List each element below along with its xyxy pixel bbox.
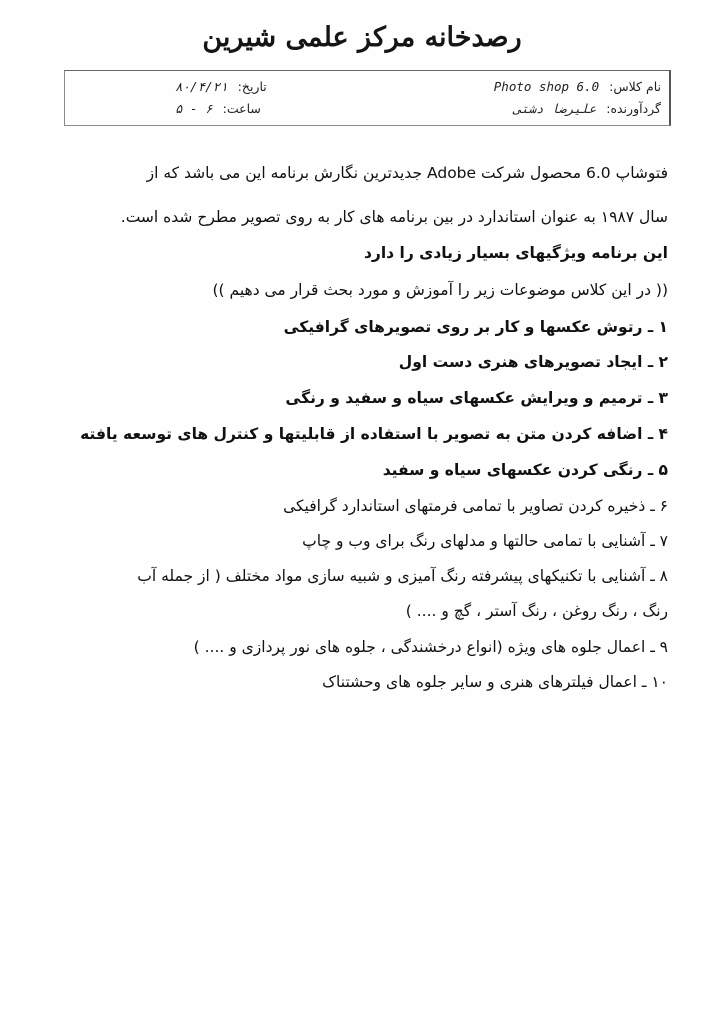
time-value: ۶ - ۵: [175, 101, 213, 116]
list-item: ۴ ـ اضافه کردن متن به تصویر با استفاده از قابلیتها و کنترل های توسعه یافته: [80, 425, 668, 443]
time-label: ساعت:: [222, 101, 261, 116]
list-item: ۳ ـ ترمیم و ویرایش عکسهای سیاه و سفید و رنگی: [285, 389, 668, 407]
list-item-continuation: رنگ ، رنگ روغن ، رنگ آستر ، گچ و .... ): [405, 602, 668, 620]
list-item: ۲ ـ ایجاد تصویرهای هنری دست اول: [398, 353, 668, 371]
info-box: [64, 70, 671, 126]
lecturer-field: [513, 101, 661, 123]
time-field: [175, 101, 261, 123]
list-item: ۵ ـ رنگی کردن عکسهای سیاه و سفید: [382, 461, 668, 479]
date-field: [175, 79, 267, 101]
page-title: رصدخانه مرکز علمی شیرین: [202, 22, 522, 53]
date-value: ۸۰/۴/۲۱: [175, 79, 228, 94]
body-line: این برنامه ویژگیهای بسیار زیادی را دارد: [363, 244, 668, 262]
class-field: [494, 79, 661, 101]
date-label: تاریخ:: [237, 79, 267, 94]
list-item: ۷ ـ آشنایی با تمامی حالتها و مدلهای رنگ برای وب و چاپ: [302, 532, 668, 550]
list-item: ۶ ـ ذخیره کردن تصاویر با تمامی فرمتهای استاندارد گرافیکی: [283, 497, 668, 515]
lecturer-label: گردآورنده:: [606, 101, 661, 116]
class-label: نام کلاس:: [609, 79, 661, 94]
lecturer-value: علیرضا دشتی: [513, 101, 597, 116]
class-value: Photo shop 6.0: [493, 79, 600, 94]
list-item: ۸ ـ آشنایی با تکنیکهای پیشرفته رنگ آمیزی و شبیه سازی مواد مختلف ( از جمله آب: [137, 567, 668, 585]
list-item: ۱۰ ـ اعمال فیلترهای هنری و سایر جلوه های وحشتناک: [322, 673, 668, 691]
list-item: ۹ ـ اعمال جلوه های ویژه (انواع درخشندگی ، جلوه های نور پردازی و .... ): [193, 638, 668, 656]
list-item: ۱ ـ رتوش عکسها و کار بر روی تصویرهای گرافیکی: [283, 318, 668, 336]
body-line: (( در این کلاس موضوعات زیر را آموزش و مورد بحث قرار می دهیم )): [212, 281, 668, 299]
body-line: سال ۱۹۸۷ به عنوان استاندارد در بین برنامه های کار به روی تصویر مطرح شده است.: [120, 208, 668, 226]
body-line: فتوشاپ 6.0 محصول شرکت Adobe جدیدترین نگارش برنامه این می باشد که از: [146, 164, 668, 182]
